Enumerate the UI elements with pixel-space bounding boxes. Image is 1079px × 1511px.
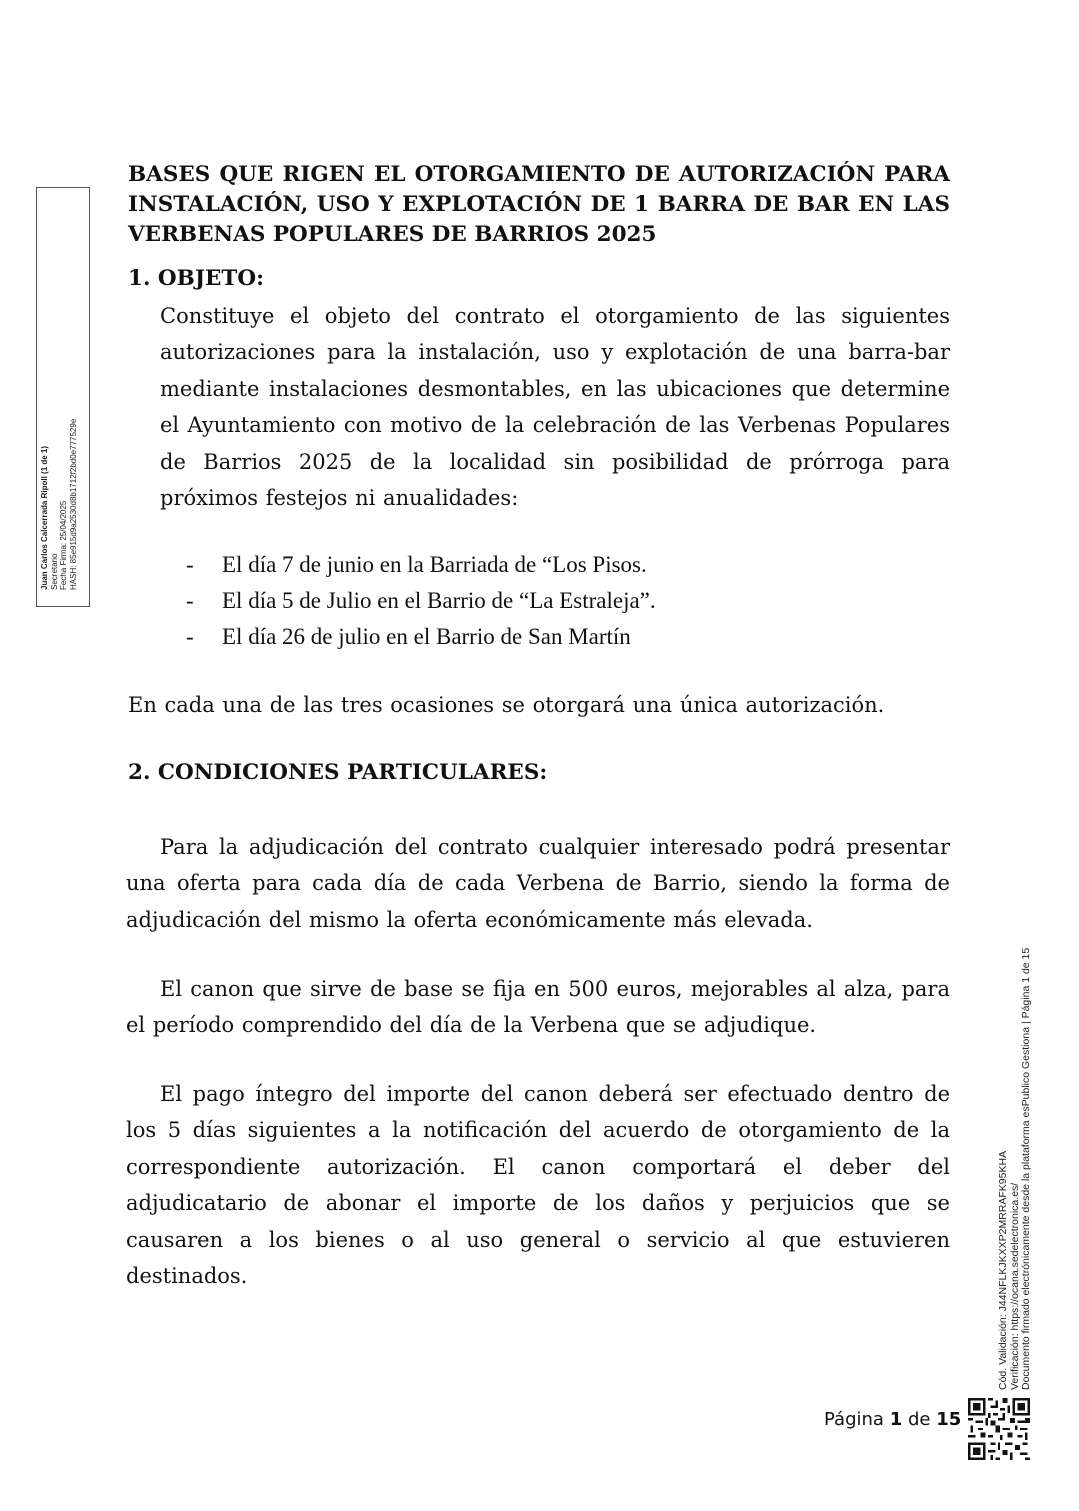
- signer-name: Juan Carlos Calcerrada Ripoll (1 de 1): [40, 445, 49, 590]
- objeto-paragraph: Constituye el objeto del contrato el otorgamiento de las siguientes autorizaciones para la instalación, uso y explotación de una barra-bar mediante instalaciones desmontables, en las ubicaciones que determine el Ayuntamiento con motivo de la celebración de las Verbenas Populares de Barrios 2025 de la localidad sin posibilidad de prórroga para próximos festejos ni anualidades:: [160, 304, 950, 511]
- validation-code: Cód. Validación: J44NFLKJKXXP2MRRAFK95KHA: [997, 1150, 1009, 1390]
- qr-code-icon: [968, 1398, 1030, 1460]
- bullet-dash: -: [186, 624, 194, 649]
- dates-list: [186, 547, 656, 655]
- document-title: BASES QUE RIGEN EL OTORGAMIENTO DE AUTORIZACIÓN PARA INSTALACIÓN, USO Y EXPLOTACIÓN DE 1 BARRA DE BAR EN LAS VERBENAS POPULARES DE BARRIOS 2025: [128, 162, 950, 247]
- platform-note: Documento firmado electrónicamente desde la plataforma esPublico Gestiona | Página 1 de 15: [1020, 947, 1032, 1390]
- signature-hash: HASH: 85e915d9a2530d8b1712f2bd0e777529e: [68, 418, 78, 590]
- signature-block: [40, 390, 78, 590]
- verification-url: Verificación: https://ocana.sedelectronica.es/: [1008, 1182, 1021, 1390]
- current-page: 1: [889, 1409, 903, 1430]
- condiciones-paragraph-2: El canon que sirve de base se fija en 500 euros, mejorables al alza, para el período comprendido del día de la Verbena que se adjudique.: [126, 977, 950, 1038]
- signer-role: Secretario: [49, 553, 59, 590]
- section-heading-objeto: 1. OBJETO:: [128, 266, 265, 291]
- total-pages: 15: [936, 1409, 962, 1430]
- bullet-dash: -: [186, 588, 194, 613]
- list-item: - El día 7 de junio en la Barriada de “Los Pisos.: [186, 547, 656, 583]
- condiciones-paragraph-3: El pago íntegro del importe del canon deberá ser efectuado dentro de los 5 días siguientes a la notificación del acuerdo de otorgamiento de la correspondiente autorización. El canon comportará el deber del adjudicatario de abonar el importe de los daños y perjuicios que se causaren a los bienes o al uso general o servicio al que estuvieren destinados.: [126, 1082, 950, 1289]
- list-item: - El día 26 de julio en el Barrio de San Martín: [186, 619, 656, 655]
- bullet-dash: -: [186, 552, 194, 577]
- list-item: - El día 5 de Julio en el Barrio de “La Estraleja”.: [186, 583, 656, 619]
- closing-paragraph: En cada una de las tres ocasiones se otorgará una única autorización.: [128, 693, 885, 717]
- page-number: Página 1 de 15: [824, 1409, 962, 1430]
- condiciones-paragraph-1: Para la adjudicación del contrato cualquier interesado podrá presentar una oferta para cada día de cada Verbena de Barrio, siendo la forma de adjudicación del mismo la oferta económicamente más elevada.: [126, 835, 950, 932]
- section-heading-condiciones: 2. CONDICIONES PARTICULARES:: [128, 760, 548, 785]
- signature-date: Fecha Firma: 25/04/2025: [59, 500, 68, 590]
- verification-block: [998, 920, 1033, 1390]
